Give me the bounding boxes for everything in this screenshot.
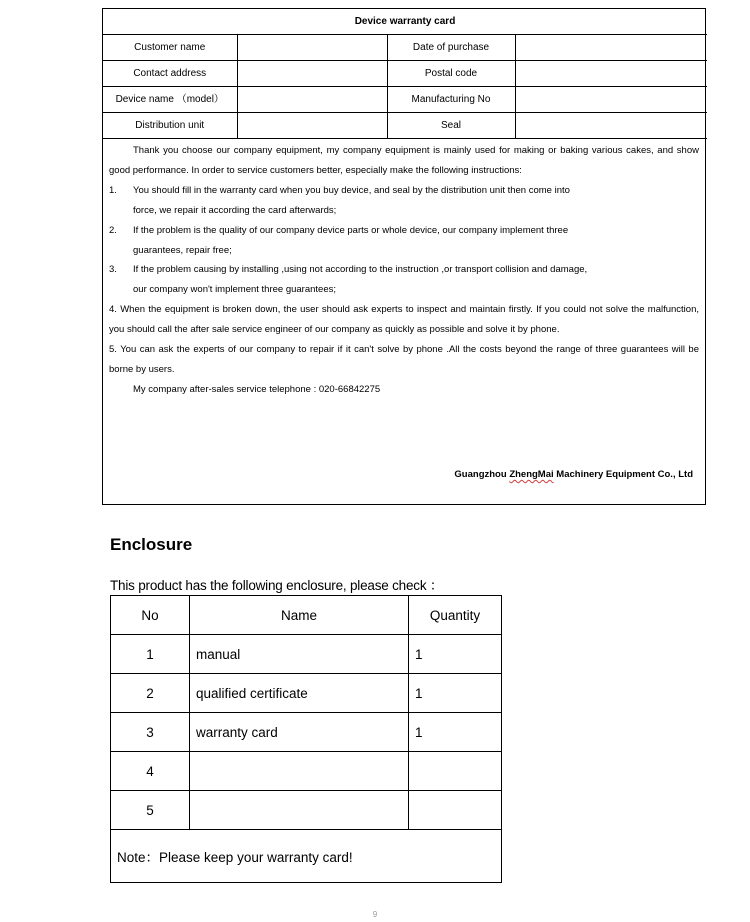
distribution-unit-field[interactable] <box>237 113 387 139</box>
company-name <box>454 469 693 480</box>
contact-address-label: Contact address <box>103 61 237 87</box>
row-no: 4 <box>111 752 190 791</box>
manufacturing-no-field[interactable] <box>515 87 707 113</box>
page-number: 9 <box>372 910 378 919</box>
table-row <box>111 713 502 752</box>
enclosure-header-row <box>111 596 502 635</box>
row-quantity: 1 <box>409 635 502 674</box>
row-no: 1 <box>111 635 190 674</box>
service-telephone: My company after-sales service telephone : 020-66842275 <box>133 383 381 395</box>
company-name-prefix: Guangzhou <box>454 469 510 480</box>
row-no: 2 <box>111 674 190 713</box>
enclosure-table <box>110 595 502 883</box>
instruction-text: force, we repair it according the card afterwards; <box>133 204 337 216</box>
warranty-intro: Thank you choose our company equipment, my company equipment is mainly used for making or baking various cakes, and show good performance. In order to service customers better, especially make the following instructions: <box>109 145 699 176</box>
row-quantity: 1 <box>409 674 502 713</box>
date-of-purchase-field[interactable] <box>515 35 707 61</box>
column-header-no: No <box>111 596 190 635</box>
manufacturing-no-label: Manufacturing No <box>387 87 515 113</box>
distribution-unit-label: Distribution unit <box>103 113 237 139</box>
date-of-purchase-label: Date of purchase <box>387 35 515 61</box>
row-name: qualified certificate <box>190 674 409 713</box>
table-row <box>111 752 502 791</box>
customer-name-field[interactable] <box>237 35 387 61</box>
company-name-suffix: Machinery Equipment Co., Ltd <box>553 469 693 480</box>
instruction-text: You should fill in the warranty card when you buy device, and seal by the distribution unit then come into <box>133 184 570 196</box>
table-row <box>111 674 502 713</box>
row-name: manual <box>190 635 409 674</box>
device-name-label: Device name （model） <box>103 87 237 113</box>
row-no: 3 <box>111 713 190 752</box>
instruction-text: If the problem causing by installing ,using not according to the instruction ,or transport collision and damage, <box>133 264 588 276</box>
warranty-card <box>102 8 706 505</box>
warranty-info-table <box>103 9 707 139</box>
company-brand: ZhengMai <box>509 469 554 480</box>
enclosure-intro: This product has the following enclosure, please check ： <box>110 578 444 593</box>
row-name[interactable] <box>190 791 409 830</box>
contact-address-field[interactable] <box>237 61 387 87</box>
column-header-quantity: Quantity <box>409 596 502 635</box>
instruction-number: 1. <box>109 184 117 196</box>
note-row <box>111 830 502 883</box>
customer-name-label: Customer name <box>103 35 237 61</box>
warranty-card-title: Device warranty card <box>103 9 707 35</box>
row-quantity: 1 <box>409 713 502 752</box>
device-name-field[interactable] <box>237 87 387 113</box>
instruction-text: our company won't implement three guarantees; <box>133 284 337 296</box>
table-row <box>111 791 502 830</box>
instruction-number: 3. <box>109 264 117 276</box>
instruction-item-5: 5. You can ask the experts of our company to repair if it can't solve by phone .All the costs beyond the range of three guarantees will be borne by users. <box>109 344 699 375</box>
enclosure-note: Note：Please keep your warranty card! <box>111 830 502 883</box>
instruction-text: If the problem is the quality of our company device parts or whole device, our company implement three <box>133 224 569 236</box>
seal-field[interactable] <box>515 113 707 139</box>
column-header-name: Name <box>190 596 409 635</box>
instruction-item <box>109 221 699 261</box>
row-quantity[interactable] <box>409 791 502 830</box>
row-quantity[interactable] <box>409 752 502 791</box>
row-no: 5 <box>111 791 190 830</box>
enclosure-heading: Enclosure <box>110 535 193 554</box>
postal-code-label: Postal code <box>387 61 515 87</box>
seal-label: Seal <box>387 113 515 139</box>
instruction-number: 2. <box>109 224 117 236</box>
row-name: warranty card <box>190 713 409 752</box>
instruction-text: guarantees, repair free; <box>133 244 232 256</box>
warranty-instructions <box>103 139 705 400</box>
instruction-item <box>109 181 699 221</box>
instruction-item <box>109 260 699 300</box>
postal-code-field[interactable] <box>515 61 707 87</box>
table-row <box>111 635 502 674</box>
instruction-item-4: 4. When the equipment is broken down, the user should ask experts to inspect and maintain firstly. If you could not solve the malfunction, you should call the after sale service engineer of our company as quickly as possible and solve it by phone. <box>109 304 699 336</box>
row-name[interactable] <box>190 752 409 791</box>
